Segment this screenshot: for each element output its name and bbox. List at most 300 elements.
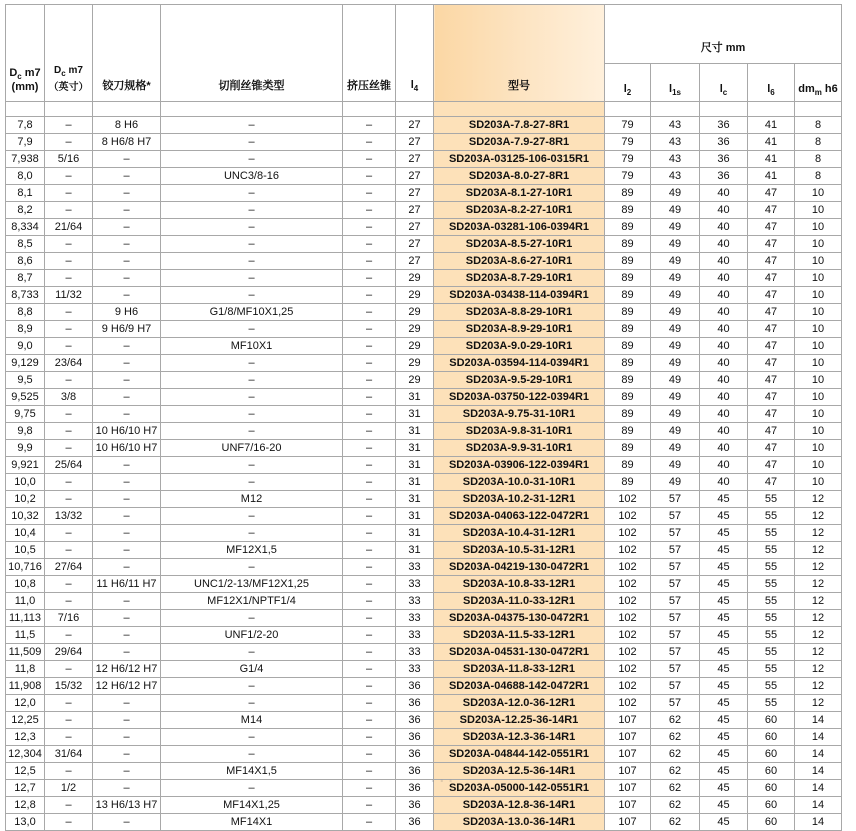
cell-dc-mm: 9,0 <box>6 338 45 355</box>
cell-model: SD203A-9.9-31-10R1 <box>434 440 605 457</box>
cell-l1s: 49 <box>651 270 700 287</box>
cell-lc: 45 <box>700 763 748 780</box>
cell-reamer: – <box>93 389 161 406</box>
cell-reamer: – <box>93 763 161 780</box>
cell-model: SD203A-05000-142-0551R1 <box>434 780 605 797</box>
cell-l2: 89 <box>605 355 651 372</box>
cell-l1s: 49 <box>651 474 700 491</box>
cell-form-tap: – <box>343 746 396 763</box>
cell-l4: 29 <box>396 304 434 321</box>
cell-dc-mm: 12,0 <box>6 695 45 712</box>
cell-l2: 89 <box>605 185 651 202</box>
col-l2-header: $l_2$ <box>605 64 651 102</box>
cell-dmm: 10 <box>795 202 842 219</box>
col-l4-header: $l_4$ <box>396 5 434 102</box>
cell-form-tap: – <box>343 508 396 525</box>
cell-dmm: 8 <box>795 117 842 134</box>
cell-form-tap: – <box>343 797 396 814</box>
cell-l1s: 43 <box>651 168 700 185</box>
cell-lc: 45 <box>700 542 748 559</box>
table-row <box>6 338 842 355</box>
cell-cut-tap: – <box>161 474 343 491</box>
cell-reamer: – <box>93 695 161 712</box>
cell-reamer: 13 H6/13 H7 <box>93 797 161 814</box>
cell-l1s: 49 <box>651 338 700 355</box>
col-dc-mm-header: $D_c$ m7 (mm) <box>6 5 45 102</box>
cell-dc-mm: 9,129 <box>6 355 45 372</box>
cell-model: SD203A-04219-130-0472R1 <box>434 559 605 576</box>
cell-form-tap: – <box>343 134 396 151</box>
cell-dmm: 12 <box>795 661 842 678</box>
cell-cut-tap: MF12X1/NPTF1/4 <box>161 593 343 610</box>
cell-form-tap: – <box>343 202 396 219</box>
cell-l2: 102 <box>605 661 651 678</box>
cell-dc-mm: 8,733 <box>6 287 45 304</box>
cell-reamer: – <box>93 508 161 525</box>
cell-model: SD203A-11.0-33-12R1 <box>434 593 605 610</box>
cell-lc: 40 <box>700 270 748 287</box>
cell-dmm: 10 <box>795 457 842 474</box>
cell-cut-tap: M12 <box>161 491 343 508</box>
cell-cut-tap: – <box>161 780 343 797</box>
cell-model: SD203A-03750-122-0394R1 <box>434 389 605 406</box>
cell-l4: 36 <box>396 763 434 780</box>
cell-l4: 31 <box>396 508 434 525</box>
cell-l6: 41 <box>748 151 795 168</box>
cell-cut-tap: G1/4 <box>161 661 343 678</box>
cell-lc: 45 <box>700 576 748 593</box>
cell-l1s: 43 <box>651 117 700 134</box>
cell-lc: 45 <box>700 627 748 644</box>
cell-l2: 79 <box>605 134 651 151</box>
cell-form-tap: – <box>343 117 396 134</box>
cell-l4: 27 <box>396 117 434 134</box>
table-row <box>6 661 842 678</box>
cell-model: SD203A-9.0-29-10R1 <box>434 338 605 355</box>
cell-l6: 55 <box>748 644 795 661</box>
cell-dmm: 14 <box>795 746 842 763</box>
cell-lc: 45 <box>700 814 748 831</box>
cell-dc-inch: 27/64 <box>45 559 93 576</box>
cell-model: SD203A-9.8-31-10R1 <box>434 423 605 440</box>
cell-reamer: 12 H6/12 H7 <box>93 678 161 695</box>
table-row <box>6 559 842 576</box>
cell-l6: 55 <box>748 525 795 542</box>
cell-l6: 55 <box>748 559 795 576</box>
cell-dmm: 12 <box>795 644 842 661</box>
cell-dc-inch: – <box>45 270 93 287</box>
cell-reamer: – <box>93 457 161 474</box>
cell-lc: 40 <box>700 202 748 219</box>
cell-dmm: 10 <box>795 474 842 491</box>
cell-dc-mm: 7,9 <box>6 134 45 151</box>
cell-model: SD203A-03594-114-0394R1 <box>434 355 605 372</box>
cell-l1s: 49 <box>651 440 700 457</box>
cell-lc: 45 <box>700 729 748 746</box>
cell-lc: 40 <box>700 185 748 202</box>
cell-dc-mm: 9,921 <box>6 457 45 474</box>
cell-lc: 45 <box>700 610 748 627</box>
cell-l4: 33 <box>396 627 434 644</box>
col-cut-tap-header: 切削丝锥类型 <box>161 5 343 102</box>
cell-lc: 45 <box>700 712 748 729</box>
cell-cut-tap: MF10X1 <box>161 338 343 355</box>
cell-l6: 47 <box>748 338 795 355</box>
table-row <box>6 440 842 457</box>
cell-dc-inch: – <box>45 695 93 712</box>
cell-cut-tap: – <box>161 355 343 372</box>
table-row <box>6 355 842 372</box>
cell-lc: 45 <box>700 661 748 678</box>
cell-cut-tap: – <box>161 678 343 695</box>
cell-dc-mm: 11,5 <box>6 627 45 644</box>
cell-cut-tap: – <box>161 151 343 168</box>
cell-dmm: 10 <box>795 236 842 253</box>
cell-cut-tap: – <box>161 287 343 304</box>
cell-form-tap: – <box>343 219 396 236</box>
cell-l1s: 62 <box>651 797 700 814</box>
cell-l1s: 49 <box>651 457 700 474</box>
cell-dc-mm: 8,9 <box>6 321 45 338</box>
cell-l2: 102 <box>605 559 651 576</box>
cell-l1s: 62 <box>651 763 700 780</box>
cell-cut-tap: – <box>161 423 343 440</box>
cell-dc-inch: – <box>45 117 93 134</box>
cell-l2: 89 <box>605 321 651 338</box>
cell-model: SD203A-10.5-31-12R1 <box>434 542 605 559</box>
cell-model: SD203A-8.5-27-10R1 <box>434 236 605 253</box>
cell-l6: 55 <box>748 627 795 644</box>
cell-l4: 31 <box>396 474 434 491</box>
cell-dc-mm: 10,32 <box>6 508 45 525</box>
cell-l4: 36 <box>396 746 434 763</box>
cell-cut-tap: – <box>161 695 343 712</box>
cell-form-tap: – <box>343 270 396 287</box>
cell-dc-inch: – <box>45 474 93 491</box>
cell-model: SD203A-03438-114-0394R1 <box>434 287 605 304</box>
cell-l2: 89 <box>605 372 651 389</box>
cell-reamer: – <box>93 287 161 304</box>
cell-model: SD203A-03906-122-0394R1 <box>434 457 605 474</box>
cell-cut-tap: – <box>161 219 343 236</box>
table-row <box>6 576 842 593</box>
table-row <box>6 729 842 746</box>
cell-form-tap: – <box>343 712 396 729</box>
cell-reamer: 10 H6/10 H7 <box>93 423 161 440</box>
cell-model: SD203A-10.8-33-12R1 <box>434 576 605 593</box>
table-row <box>6 491 842 508</box>
cell-dmm: 14 <box>795 729 842 746</box>
cell-dmm: 10 <box>795 423 842 440</box>
cell-dc-inch: – <box>45 491 93 508</box>
cell-l1s: 49 <box>651 236 700 253</box>
cell-l1s: 57 <box>651 610 700 627</box>
cell-cut-tap: – <box>161 559 343 576</box>
cell-l4: 29 <box>396 372 434 389</box>
cell-l2: 102 <box>605 695 651 712</box>
cell-form-tap: – <box>343 168 396 185</box>
cell-dc-mm: 7,8 <box>6 117 45 134</box>
cell-form-tap: – <box>343 185 396 202</box>
cell-dc-mm: 11,0 <box>6 593 45 610</box>
cell-lc: 45 <box>700 644 748 661</box>
cell-l1s: 49 <box>651 304 700 321</box>
cell-lc: 36 <box>700 134 748 151</box>
cell-l2: 102 <box>605 525 651 542</box>
cell-dc-mm: 8,334 <box>6 219 45 236</box>
cell-l2: 89 <box>605 457 651 474</box>
cell-l1s: 62 <box>651 746 700 763</box>
cell-model: SD203A-8.9-29-10R1 <box>434 321 605 338</box>
cell-l2: 89 <box>605 287 651 304</box>
table-row <box>6 389 842 406</box>
col-reamer-header: 铰刀规格* <box>93 5 161 102</box>
cell-form-tap: – <box>343 695 396 712</box>
cell-dc-mm: 8,5 <box>6 236 45 253</box>
cell-dmm: 8 <box>795 151 842 168</box>
cell-dmm: 10 <box>795 253 842 270</box>
cell-l1s: 49 <box>651 202 700 219</box>
cell-model: SD203A-04375-130-0472R1 <box>434 610 605 627</box>
cell-l4: 31 <box>396 542 434 559</box>
cell-cut-tap: – <box>161 746 343 763</box>
cell-dc-inch: – <box>45 185 93 202</box>
cell-dc-mm: 8,2 <box>6 202 45 219</box>
cell-cut-tap: – <box>161 372 343 389</box>
cell-l6: 55 <box>748 491 795 508</box>
col-form-tap-header: 挤压丝锥 <box>343 5 396 102</box>
cell-cut-tap: – <box>161 321 343 338</box>
cell-cut-tap: MF14X1 <box>161 814 343 831</box>
cell-form-tap: – <box>343 151 396 168</box>
cell-lc: 40 <box>700 474 748 491</box>
cell-l2: 107 <box>605 746 651 763</box>
cell-form-tap: – <box>343 661 396 678</box>
cell-dc-inch: 23/64 <box>45 355 93 372</box>
cell-reamer: – <box>93 729 161 746</box>
cell-form-tap: – <box>343 236 396 253</box>
cell-lc: 45 <box>700 746 748 763</box>
cell-form-tap: – <box>343 559 396 576</box>
cell-l1s: 62 <box>651 780 700 797</box>
table-row <box>6 202 842 219</box>
cell-l4: 27 <box>396 202 434 219</box>
cell-l2: 79 <box>605 117 651 134</box>
cell-form-tap: – <box>343 423 396 440</box>
cell-l1s: 49 <box>651 253 700 270</box>
cell-dc-inch: – <box>45 321 93 338</box>
cell-l6: 47 <box>748 219 795 236</box>
cell-cut-tap: M14 <box>161 712 343 729</box>
cell-l6: 47 <box>748 270 795 287</box>
cell-dc-mm: 12,7 <box>6 780 45 797</box>
cell-l4: 33 <box>396 644 434 661</box>
cell-l2: 89 <box>605 406 651 423</box>
cell-reamer: – <box>93 644 161 661</box>
cell-dmm: 12 <box>795 610 842 627</box>
cell-cut-tap: – <box>161 525 343 542</box>
cell-cut-tap: MF12X1,5 <box>161 542 343 559</box>
cell-l6: 55 <box>748 576 795 593</box>
cell-lc: 40 <box>700 457 748 474</box>
cell-model: SD203A-7.8-27-8R1 <box>434 117 605 134</box>
cell-reamer: – <box>93 338 161 355</box>
cell-dc-mm: 10,4 <box>6 525 45 542</box>
cell-dmm: 10 <box>795 219 842 236</box>
cell-dc-inch: – <box>45 661 93 678</box>
cell-l6: 47 <box>748 406 795 423</box>
cell-reamer: – <box>93 219 161 236</box>
cell-dc-inch: 31/64 <box>45 746 93 763</box>
cell-l2: 107 <box>605 763 651 780</box>
cell-model: SD203A-12.5-36-14R1 <box>434 763 605 780</box>
cell-lc: 45 <box>700 508 748 525</box>
cell-cut-tap: – <box>161 457 343 474</box>
cell-l6: 41 <box>748 168 795 185</box>
cell-model: SD203A-8.8-29-10R1 <box>434 304 605 321</box>
table-row <box>6 304 842 321</box>
cell-lc: 40 <box>700 389 748 406</box>
cell-l2: 107 <box>605 814 651 831</box>
cell-form-tap: – <box>343 644 396 661</box>
table-row <box>6 270 842 287</box>
cell-dc-inch: – <box>45 763 93 780</box>
cell-l1s: 49 <box>651 423 700 440</box>
cell-l4: 29 <box>396 270 434 287</box>
cell-model: SD203A-03125-106-0315R1 <box>434 151 605 168</box>
cell-l6: 60 <box>748 746 795 763</box>
cell-model: SD203A-10.0-31-10R1 <box>434 474 605 491</box>
cell-l4: 33 <box>396 593 434 610</box>
cell-form-tap: – <box>343 780 396 797</box>
cell-dc-inch: – <box>45 593 93 610</box>
cell-model: SD203A-04063-122-0472R1 <box>434 508 605 525</box>
cell-reamer: 11 H6/11 H7 <box>93 576 161 593</box>
cell-model: SD203A-13.0-36-14R1 <box>434 814 605 831</box>
cell-l6: 47 <box>748 440 795 457</box>
cell-l1s: 49 <box>651 389 700 406</box>
cell-form-tap: – <box>343 542 396 559</box>
cell-l4: 31 <box>396 491 434 508</box>
cell-dc-inch: – <box>45 202 93 219</box>
table-row <box>6 457 842 474</box>
cell-l2: 89 <box>605 253 651 270</box>
cell-l4: 29 <box>396 321 434 338</box>
cell-l2: 89 <box>605 440 651 457</box>
cell-lc: 45 <box>700 678 748 695</box>
col-model-header: 型号 <box>434 5 605 102</box>
cell-reamer: – <box>93 236 161 253</box>
cell-model: SD203A-12.25-36-14R1 <box>434 712 605 729</box>
cell-cut-tap: UNC3/8-16 <box>161 168 343 185</box>
cell-l4: 27 <box>396 185 434 202</box>
cell-lc: 36 <box>700 151 748 168</box>
table-row <box>6 593 842 610</box>
cell-l2: 89 <box>605 202 651 219</box>
cell-cut-tap: – <box>161 644 343 661</box>
cell-model: SD203A-12.0-36-12R1 <box>434 695 605 712</box>
table-row <box>6 525 842 542</box>
cell-l4: 36 <box>396 678 434 695</box>
cell-dc-mm: 12,25 <box>6 712 45 729</box>
cell-l4: 27 <box>396 236 434 253</box>
cell-model: SD203A-12.8-36-14R1 <box>434 797 605 814</box>
cell-dc-inch: – <box>45 423 93 440</box>
cell-reamer: – <box>93 372 161 389</box>
cell-l6: 47 <box>748 202 795 219</box>
cell-l6: 47 <box>748 185 795 202</box>
cell-form-tap: – <box>343 355 396 372</box>
cell-reamer: – <box>93 151 161 168</box>
cell-dc-inch: 11/32 <box>45 287 93 304</box>
col-l6-header: $l_6$ <box>748 64 795 102</box>
cell-dc-inch: – <box>45 304 93 321</box>
cell-l1s: 57 <box>651 491 700 508</box>
header-row-top <box>6 5 842 64</box>
cell-lc: 40 <box>700 338 748 355</box>
cell-form-tap: – <box>343 304 396 321</box>
cell-model: SD203A-8.1-27-10R1 <box>434 185 605 202</box>
cell-reamer: – <box>93 593 161 610</box>
cell-model: SD203A-11.5-33-12R1 <box>434 627 605 644</box>
cell-l6: 55 <box>748 593 795 610</box>
cell-dc-mm: 11,509 <box>6 644 45 661</box>
cell-model: SD203A-8.6-27-10R1 <box>434 253 605 270</box>
cell-cut-tap: – <box>161 134 343 151</box>
col-dmm-header: $dm_m$ h6 <box>795 64 842 102</box>
cell-cut-tap: G1/8/MF10X1,25 <box>161 304 343 321</box>
cell-dmm: 12 <box>795 627 842 644</box>
cell-l1s: 43 <box>651 151 700 168</box>
table-row <box>6 321 842 338</box>
cell-dc-mm: 10,716 <box>6 559 45 576</box>
cell-l2: 89 <box>605 304 651 321</box>
cell-form-tap: – <box>343 457 396 474</box>
cell-l2: 102 <box>605 542 651 559</box>
cell-l2: 102 <box>605 678 651 695</box>
table-row <box>6 746 842 763</box>
cell-dmm: 8 <box>795 134 842 151</box>
cell-l1s: 57 <box>651 627 700 644</box>
cell-l4: 36 <box>396 780 434 797</box>
cell-dc-inch: – <box>45 542 93 559</box>
cell-dmm: 10 <box>795 321 842 338</box>
cell-l4: 27 <box>396 134 434 151</box>
cell-model: SD203A-12.3-36-14R1 <box>434 729 605 746</box>
cell-dc-mm: 11,8 <box>6 661 45 678</box>
cell-l6: 55 <box>748 610 795 627</box>
cell-form-tap: – <box>343 474 396 491</box>
cell-l2: 102 <box>605 508 651 525</box>
cell-reamer: – <box>93 780 161 797</box>
spec-table <box>5 4 842 831</box>
cell-model: SD203A-03281-106-0394R1 <box>434 219 605 236</box>
cell-dc-mm: 13,0 <box>6 814 45 831</box>
cell-form-tap: – <box>343 287 396 304</box>
cell-reamer: 10 H6/10 H7 <box>93 440 161 457</box>
cell-reamer: – <box>93 253 161 270</box>
cell-dc-inch: 25/64 <box>45 457 93 474</box>
cell-l2: 79 <box>605 151 651 168</box>
cell-l2: 102 <box>605 610 651 627</box>
table-row <box>6 151 842 168</box>
cell-l1s: 62 <box>651 814 700 831</box>
cell-l2: 79 <box>605 168 651 185</box>
cell-l6: 60 <box>748 729 795 746</box>
table-row <box>6 712 842 729</box>
cell-dc-inch: – <box>45 814 93 831</box>
cell-dc-inch: 21/64 <box>45 219 93 236</box>
